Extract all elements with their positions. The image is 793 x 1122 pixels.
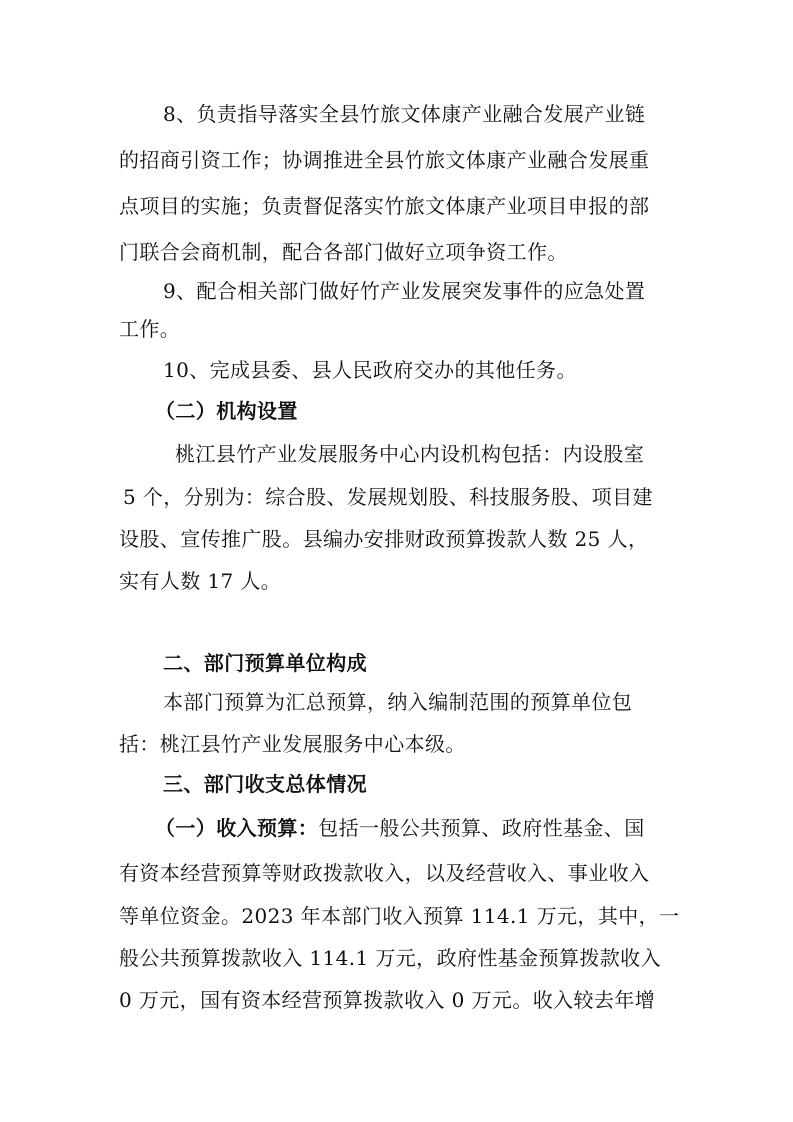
text-line: 般公共预算拨款收入 114.1 万元，政府性基金预算拨款收入 [119, 946, 661, 970]
text-line: 本部门预算为汇总预算，纳入编制范围的预算单位包 [163, 690, 633, 714]
text-line: 点项目的实施；负责督促落实竹旅文体康产业项目申报的部 [119, 194, 650, 218]
section-heading: （二）机构设置 [155, 399, 298, 423]
text-line: 门联合会商机制，配合各部门做好立项争资工作。 [119, 240, 568, 264]
text-line: 5 个，分别为：综合股、发展规划股、科技服务股、项目建 [123, 485, 653, 509]
text-line: 等单位资金。2023 年本部门收入预算 114.1 万元，其中，一 [119, 904, 680, 928]
income-paragraph-first-line [155, 814, 645, 842]
text-line: 工作。 [119, 317, 181, 341]
text-line: 9、配合相关部门做好竹产业发展突发事件的应急处置 [163, 279, 646, 303]
text-line: 0 万元，国有资本经营预算拨款收入 0 万元。收入较去年增 [119, 988, 656, 1012]
income-heading: （一）收入预算： [155, 816, 319, 840]
text-line: 有资本经营预算等财政拨款收入，以及经营收入、事业收入 [119, 861, 650, 885]
income-text: 包括一般公共预算、政府性基金、国 [318, 816, 645, 840]
section-heading: 三、部门收支总体情况 [163, 772, 367, 796]
text-line: 8、负责指导落实全县竹旅文体康产业融合发展产业链 [163, 102, 646, 126]
text-line: 10、完成县委、县人民政府交办的其他任务。 [163, 358, 577, 382]
text-line: 桃江县竹产业发展服务中心内设机构包括：内设股室 [175, 442, 645, 466]
section-heading: 二、部门预算单位构成 [163, 651, 367, 675]
text-line: 的招商引资工作；协调推进全县竹旅文体康产业融合发展重 [119, 148, 650, 172]
text-line: 实有人数 17 人。 [119, 569, 282, 593]
text-line: 设股、宣传推广股。县编办安排财政预算拨款人数 25 人， [119, 527, 649, 551]
text-line: 括：桃江县竹产业发展服务中心本级。 [119, 732, 466, 756]
